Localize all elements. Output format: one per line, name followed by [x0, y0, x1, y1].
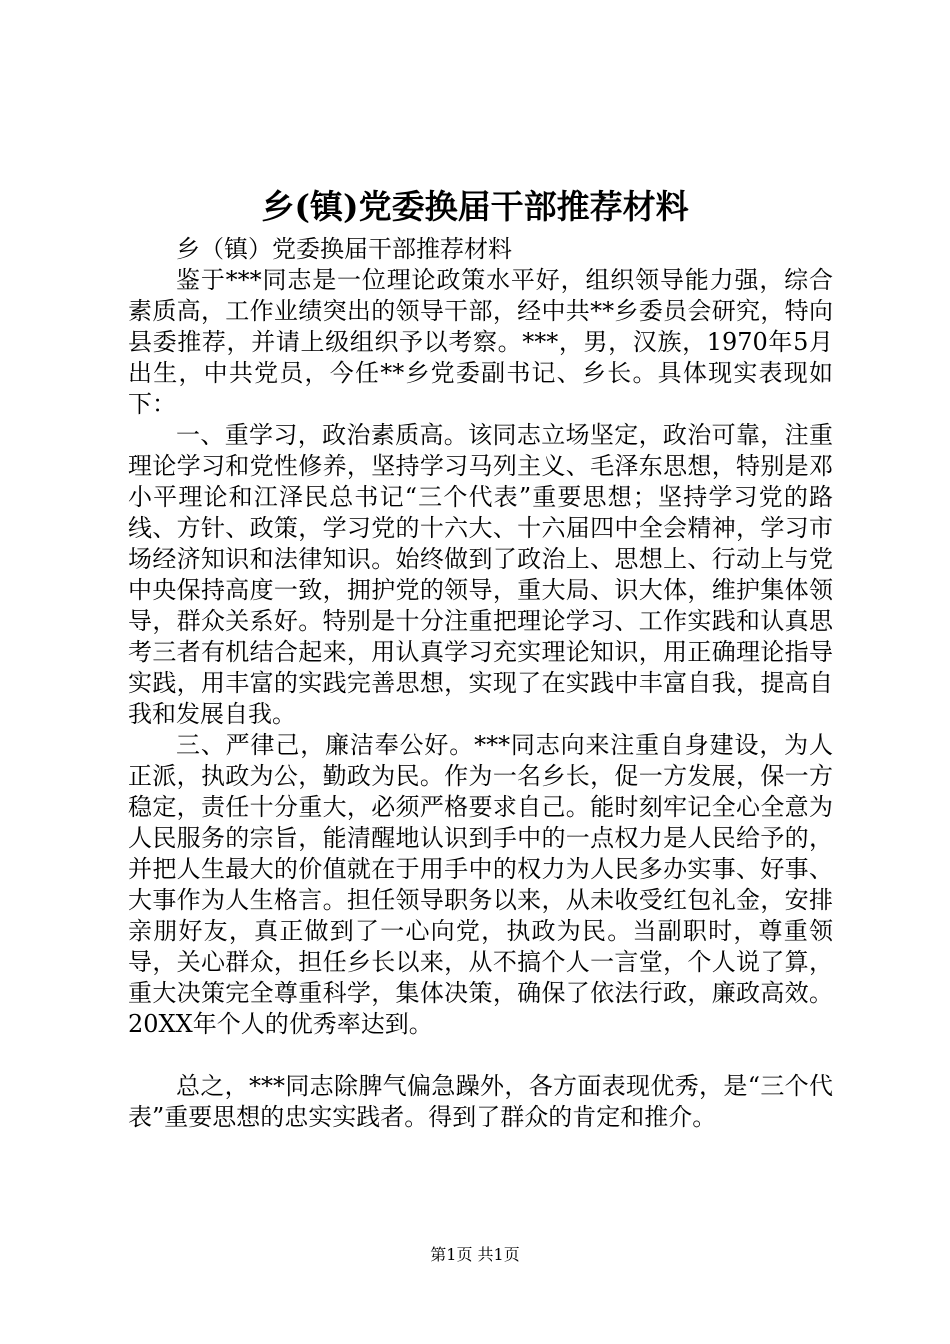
- paragraph-subtitle: 乡（镇）党委换届干部推荐材料: [176, 235, 512, 263]
- document-body: [128, 234, 833, 1133]
- paragraph-study: 一、重学习，政治素质高。该同志立场坚定，政治可靠，注重理论学习和党性修养，坚持学习马列主义、毛泽东思想，特别是邓小平理论和江泽民总书记“三个代表”重要思想；坚持学习党的路线、方针、政策，学习党的十六大、十六届四中全会精神，学习市场经济知识和法律知识。始终做到了政治上、思想上、行动上与党中央保持高度一致，拥护党的领导，重大局、识大体，维护集体领导，群众关系好。特别是十分注重把理论学习、工作实践和认真思考三者有机结合起来，用认真学习充实理论知识，用正确理论指导实践，用丰富的实践完善思想，实现了在实践中丰富自我，提高自我和发展自我。: [128, 421, 833, 728]
- paragraph-spacer: [128, 1040, 833, 1071]
- paragraph-conclusion: 总之，***同志除脾气偏急躁外，各方面表现优秀，是“三个代表”重要思想的忠实实践者。得到了群众的肯定和推介。: [128, 1072, 833, 1131]
- paragraph-intro: 鉴于***同志是一位理论政策水平好，组织领导能力强，综合素质高，工作业绩突出的领导干部，经中共**乡委员会研究，特向县委推荐，并请上级组织予以考察。***，男，汉族，1970年5月出生，中共党员，今任**乡党委副书记、乡长。具体现实表现如下：: [128, 266, 833, 418]
- document-title: 乡(镇)党委换届干部推荐材料: [261, 187, 689, 226]
- page-footer: 第1页 共1页: [430, 1245, 520, 1264]
- paragraph-integrity: 三、严律己，廉洁奉公好。***同志向来注重自身建设，为人正派，执政为公，勤政为民。作为一名乡长，促一方发展，保一方稳定，责任十分重大，必须严格要求自己。能时刻牢记全心全意为人民服务的宗旨，能清醒地认识到手中的一点权力是人民给予的，并把人生最大的价值就在于用手中的权力为人民多办实事、好事、大事作为人生格言。担任领导职务以来，从未收受红包礼金，安排亲朋好友，真正做到了一心向党，执政为民。当副职时，尊重领导，关心群众，担任乡长以来，从不搞个人一言堂，个人说了算，重大决策完全尊重科学，集体决策，确保了依法行政，廉政高效。20XX年个人的优秀率达到。: [128, 731, 833, 1038]
